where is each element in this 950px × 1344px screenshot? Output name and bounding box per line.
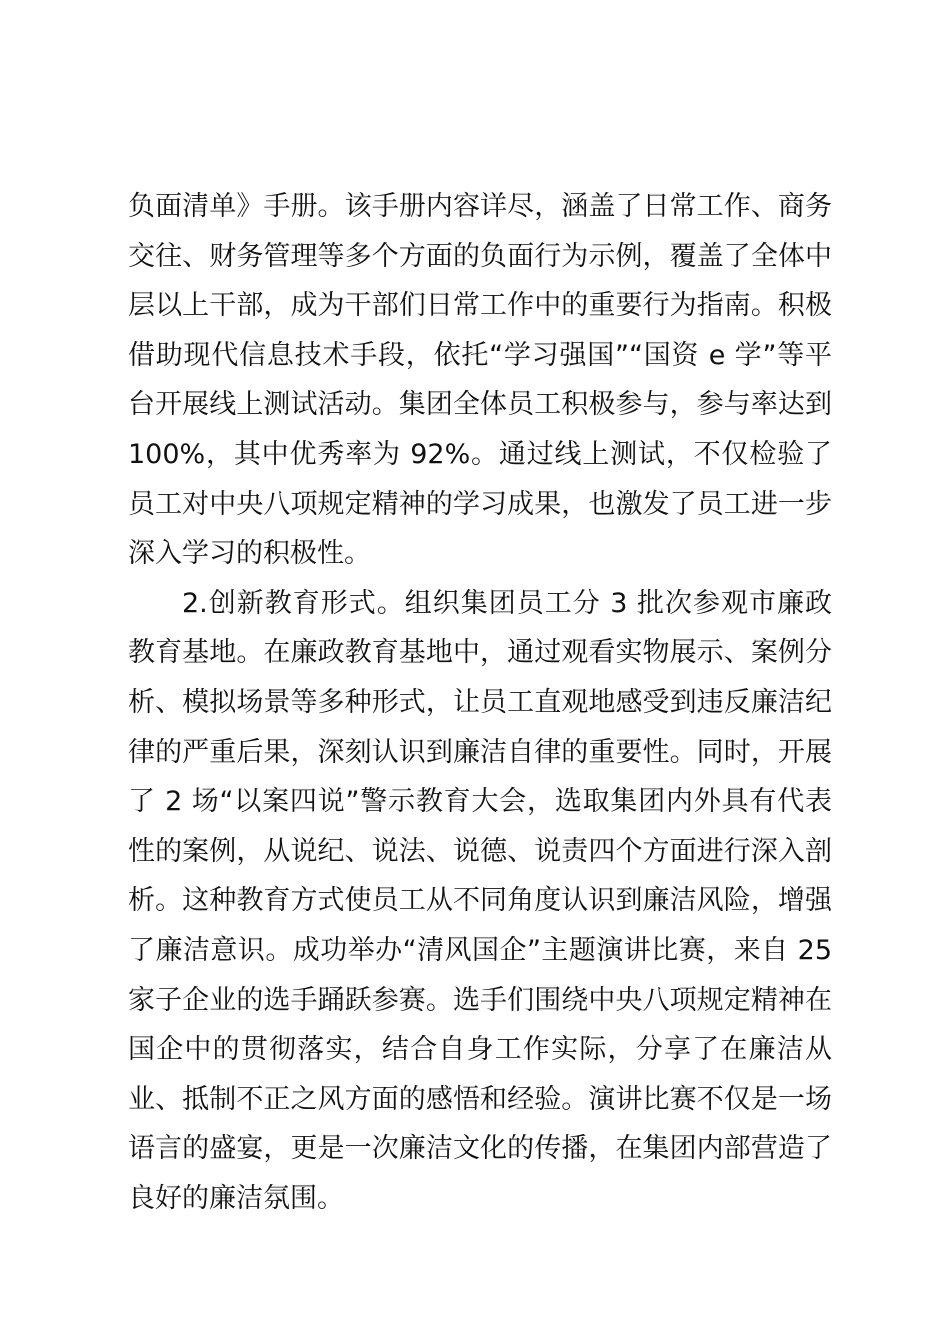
body-text (128, 182, 832, 1223)
paragraph-innovate-education: 2.创新教育形式。组织集团员工分 3 批次参观市廉政教育基地。在廉政教育基地中，通过观看实物展示、案例分析、模拟场景等多种形式，让员工直观地感受到违反廉洁纪律的严重后果，深刻认识到廉洁自律的重要性。同时，开展了 2 场“以案四说”警示教育大会，选取集团内外具有代表性的案例，从说纪、说法、说德、说责四个方面进行深入剖析。这种教育方式使员工从不同角度认识到廉洁风险，增强了廉洁意识。成功举办“清风国企”主题演讲比赛，来自 25 家子企业的选手踊跃参赛。选手们围绕中央八项规定精神在国企中的贯彻落实，结合自身工作实际，分享了在廉洁从业、抵制不正之风方面的感悟和经验。演讲比赛不仅是一场语言的盛宴，更是一次廉洁文化的传播，在集团内部营造了良好的廉洁氛围。 (128, 587, 832, 1214)
paragraph-continuation: 负面清单》手册。该手册内容详尽，涵盖了日常工作、商务交往、财务管理等多个方面的负面行为示例，覆盖了全体中层以上干部，成为干部们日常工作中的重要行为指南。积极借助现代信息技术手段，依托“学习强国”“国资 e 学”等平台开展线上测试活动。集团全体员工积极参与，参与率达到 100%，其中优秀率为 92%。通过线上测试，不仅检验了员工对中央八项规定精神的学习成果，也激发了员工进一步深入学习的积极性。 (128, 191, 832, 570)
